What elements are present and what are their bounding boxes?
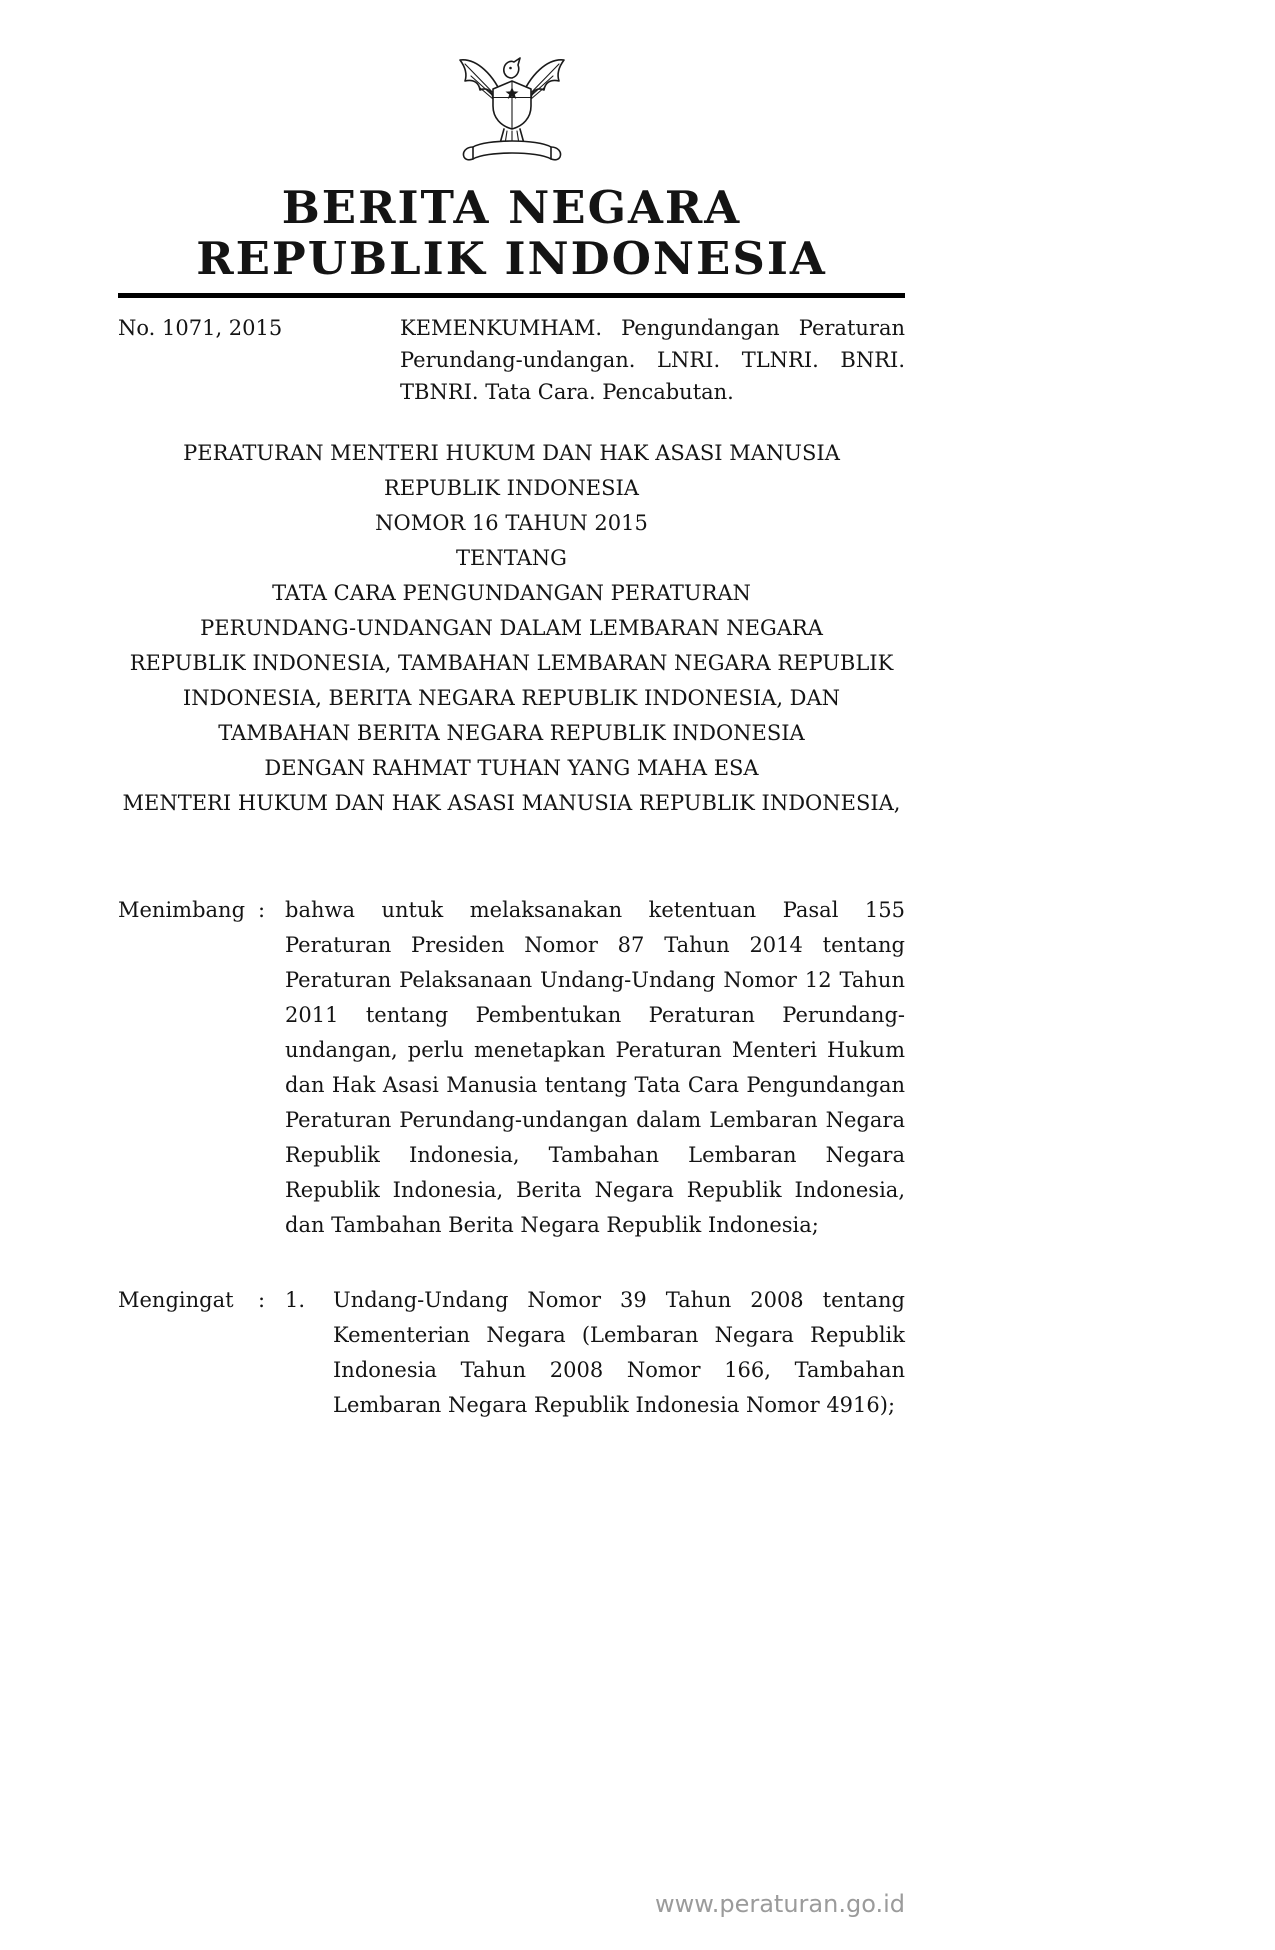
legal-basis-item-number: 1. — [285, 1287, 306, 1312]
regulation-title-line: TAMBAHAN BERITA NEGARA REPUBLIK INDONESIA — [218, 720, 805, 745]
masthead-title-line1: BERITA NEGARA — [281, 181, 742, 234]
menimbang-label: Menimbang — [118, 897, 246, 922]
regulation-title-line: TATA CARA PENGUNDANGAN PERATURAN — [272, 580, 751, 605]
regulation-title-line: TENTANG — [456, 545, 567, 570]
mengingat-items — [285, 1283, 905, 1423]
regulation-title-line: DENGAN RAHMAT TUHAN YANG MAHA ESA — [264, 755, 759, 780]
garuda-pancasila-emblem — [451, 44, 573, 166]
legal-basis-item-text: Undang-Undang Nomor 39 Tahun 2008 tentang Kementerian Negara (Lembaran Negara Republik Indonesia Tahun 2008 Nomor 166, Tambahan Lembaran Negara Republik Indonesia Nomor 4916); — [333, 1287, 905, 1417]
regulation-title-line: REPUBLIK INDONESIA — [384, 475, 639, 500]
mengingat-section — [118, 1283, 905, 1423]
regulation-title-line: NOMOR 16 TAHUN 2015 — [375, 510, 648, 535]
regulation-title-line: REPUBLIK INDONESIA, TAMBAHAN LEMBARAN NEGARA REPUBLIK — [129, 650, 894, 675]
mengingat-label: Mengingat — [118, 1287, 234, 1312]
emblem-container — [118, 44, 905, 170]
masthead — [118, 182, 905, 285]
regulation-title-block — [118, 436, 905, 821]
footer-watermark-url: www.peraturan.go.id — [655, 1890, 905, 1918]
colon-separator: : — [258, 897, 266, 922]
gazette-subject: KEMENKUMHAM. Pengundangan Peraturan Perundang-undangan. LNRI. TLNRI. BNRI. TBNRI. Tata Cara. Pencabutan. — [400, 315, 905, 404]
menimbang-section — [118, 893, 905, 1243]
masthead-rule — [118, 293, 905, 298]
colon-separator: : — [258, 1287, 266, 1312]
regulation-title-line: MENTERI HUKUM DAN HAK ASASI MANUSIA REPUBLIK INDONESIA, — [122, 790, 901, 815]
regulation-title-line: PERATURAN MENTERI HUKUM DAN HAK ASASI MANUSIA — [183, 440, 840, 465]
legal-basis-item — [285, 1283, 905, 1423]
regulation-title-line: PERUNDANG-UNDANGAN DALAM LEMBARAN NEGARA — [200, 615, 823, 640]
regulation-title-line: INDONESIA, BERITA NEGARA REPUBLIK INDONESIA, DAN — [182, 685, 841, 710]
gazette-number: No. 1071, 2015 — [118, 315, 283, 340]
menimbang-text: bahwa untuk melaksanakan ketentuan Pasal 155 Peraturan Presiden Nomor 87 Tahun 2014 tentang Peraturan Pelaksanaan Undang-Undang Nomor 12 Tahun 2011 tentang Pembentukan Peraturan Perundang-undangan, perlu menetapkan Peraturan Menteri Hukum dan Hak Asasi Manusia tentang Tata Cara Pengundangan Peraturan Perundang-undangan dalam Lembaran Negara Republik Indonesia, Tambahan Lembaran Negara Republik Indonesia, Berita Negara Republik Indonesia, dan Tambahan Berita Negara Republik Indonesia; — [285, 897, 905, 1237]
masthead-title-line2: REPUBLIK INDONESIA — [196, 232, 827, 286]
gazette-header — [118, 312, 905, 408]
